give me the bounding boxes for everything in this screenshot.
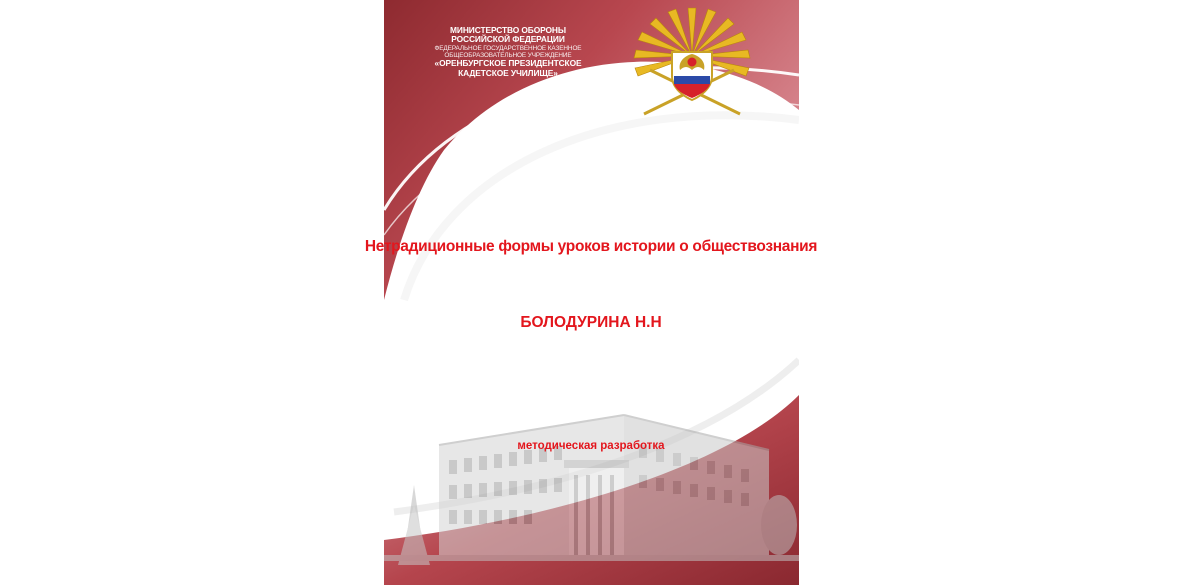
org-line: «ОРЕНБУРГСКОЕ ПРЕЗИДЕНТСКОЕ	[434, 58, 582, 69]
document-author: БОЛОДУРИНА Н.Н	[520, 314, 662, 331]
org-line: ОБЩЕОБРАЗОВАТЕЛЬНОЕ УЧРЕЖДЕНИЕ	[444, 51, 572, 59]
school-building-illustration	[384, 405, 799, 585]
org-line: РОССИЙСКОЙ ФЕДЕРАЦИИ	[451, 34, 565, 45]
org-line: КАДЕТСКОЕ УЧИЛИЩЕ»	[458, 67, 558, 78]
org-line: ФЕДЕРАЛЬНОЕ ГОСУДАРСТВЕННОЕ КАЗЕННОЕ	[434, 44, 582, 52]
cadet-school-emblem-icon	[632, 4, 752, 124]
document-subtitle: методическая разработка	[517, 440, 665, 452]
document-cover	[384, 0, 799, 585]
organization-header	[408, 26, 608, 78]
document-title: Нетрадиционные формы уроков истории о обществознания	[364, 238, 818, 255]
org-line: МИНИСТЕРСТВО ОБОРОНЫ	[450, 25, 566, 35]
